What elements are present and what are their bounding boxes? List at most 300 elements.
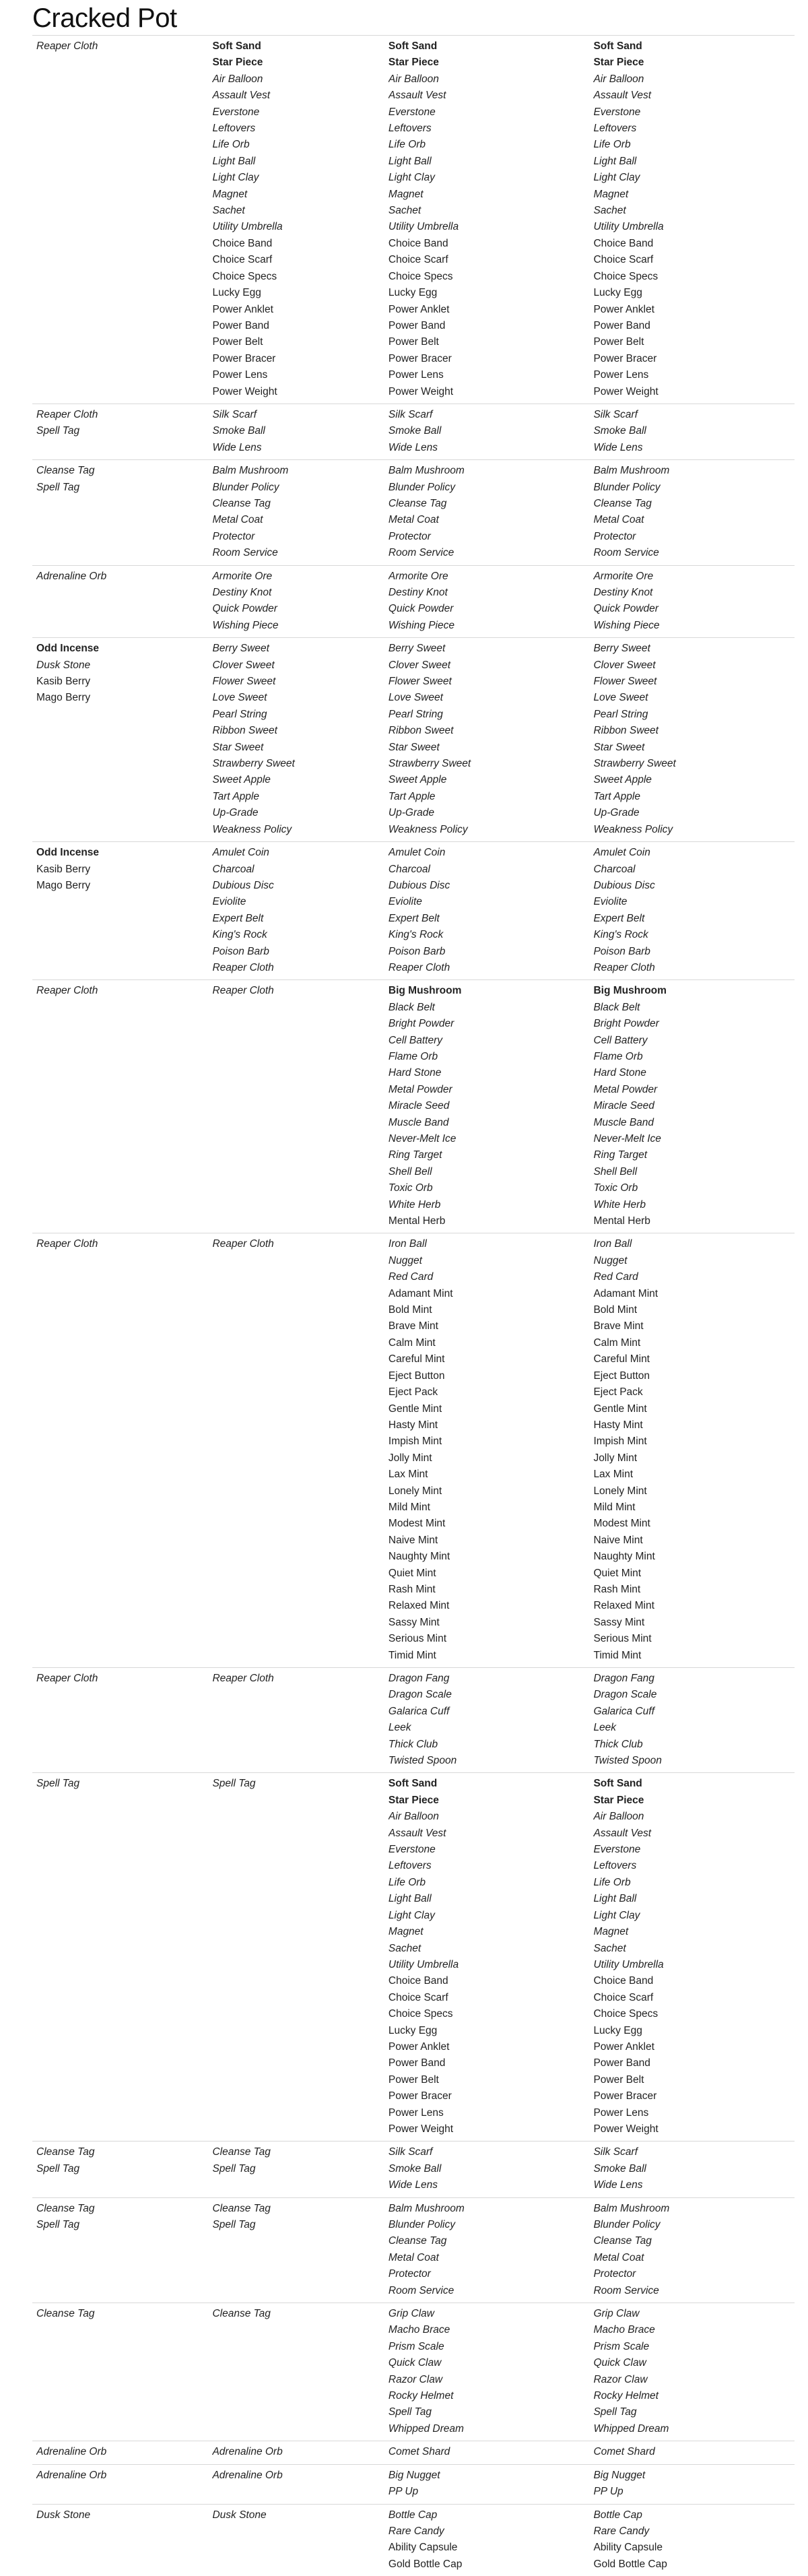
item-name: Spell Tag	[212, 1776, 378, 1792]
item-name: Iron Ball	[389, 1236, 584, 1252]
item-name: Protector	[389, 2266, 584, 2282]
item-name: Lonely Mint	[593, 1483, 789, 1500]
item-name: Cleanse Tag	[212, 2201, 378, 2217]
held-items-cell	[32, 842, 208, 980]
item-name: Room Service	[212, 545, 378, 561]
item-name: Flower Sweet	[212, 674, 378, 690]
item-name: Destiny Knot	[212, 585, 378, 601]
output-items-cell	[384, 1668, 590, 1773]
item-name: Mago Berry	[36, 690, 203, 706]
input-items-cell	[208, 36, 384, 404]
item-name: Hard Stone	[593, 1065, 789, 1081]
output-items-alt-cell	[589, 2197, 795, 2303]
table-row	[32, 2441, 795, 2464]
item-name: Smoke Ball	[212, 423, 378, 439]
item-name: Ribbon Sweet	[389, 723, 584, 739]
item-name: Muscle Band	[389, 1115, 584, 1131]
item-name: Shell Bell	[593, 1164, 789, 1180]
item-name: Light Clay	[593, 170, 789, 186]
item-name: Spell Tag	[36, 480, 203, 496]
item-name: Eject Pack	[593, 1384, 789, 1400]
item-name: Thick Club	[389, 1737, 584, 1753]
item-name: Cleanse Tag	[389, 496, 584, 512]
item-name: Gold Bottle Cap	[593, 2556, 789, 2573]
item-name: Naughty Mint	[389, 1549, 584, 1565]
item-name: Shell Bell	[389, 1164, 584, 1180]
item-name: Mild Mint	[389, 1500, 584, 1516]
item-name: Comet Shard	[593, 2444, 789, 2460]
item-name: Metal Coat	[212, 512, 378, 528]
item-name: Spell Tag	[389, 2404, 584, 2420]
item-name: Light Clay	[389, 170, 584, 186]
item-name: Lucky Egg	[593, 285, 789, 301]
item-name: Light Clay	[593, 1908, 789, 1924]
item-name: Rare Candy	[593, 2523, 789, 2540]
item-name: Utility Umbrella	[593, 1957, 789, 1973]
item-name: Leftovers	[389, 1858, 584, 1874]
item-name: Ring Target	[593, 1147, 789, 1163]
item-name: Balm Mushroom	[212, 463, 378, 479]
item-name: Cleanse Tag	[36, 2144, 203, 2160]
input-items-cell	[208, 980, 384, 1233]
item-name: Metal Coat	[389, 2250, 584, 2266]
item-name: Silk Scarf	[593, 407, 789, 423]
item-name: Razor Claw	[389, 2372, 584, 2388]
item-name: Light Clay	[389, 1908, 584, 1924]
item-name: Magnet	[389, 187, 584, 203]
item-name: Assault Vest	[212, 88, 378, 104]
item-name: Armorite Ore	[212, 569, 378, 585]
item-name: Assault Vest	[593, 88, 789, 104]
item-name: Kasib Berry	[36, 862, 203, 878]
item-name: Rash Mint	[593, 1582, 789, 1598]
item-name: Miracle Seed	[389, 1098, 584, 1114]
item-name: Tart Apple	[389, 789, 584, 805]
item-name: Utility Umbrella	[593, 219, 789, 235]
table-row	[32, 980, 795, 1233]
item-name: Choice Band	[389, 1973, 584, 1989]
item-table-body	[32, 36, 795, 2576]
item-name: Gentle Mint	[593, 1401, 789, 1417]
held-items-cell	[32, 2303, 208, 2441]
output-items-alt-cell	[589, 2504, 795, 2576]
item-name: Clover Sweet	[593, 657, 789, 674]
output-items-cell	[384, 2464, 590, 2504]
item-name: Quick Powder	[593, 601, 789, 617]
item-name: Power Anklet	[593, 302, 789, 318]
item-name: Reaper Cloth	[212, 1671, 378, 1687]
item-name: Berry Sweet	[389, 641, 584, 657]
output-items-alt-cell	[589, 1668, 795, 1773]
item-name: Twisted Spoon	[389, 1753, 584, 1769]
item-name: Strawberry Sweet	[389, 756, 584, 772]
item-name: Jolly Mint	[593, 1450, 789, 1467]
item-name: Amulet Coin	[212, 845, 378, 861]
item-name: Blunder Policy	[389, 480, 584, 496]
item-name: Wide Lens	[593, 440, 789, 456]
input-items-cell	[208, 2197, 384, 2303]
item-name: Big Nugget	[593, 2468, 789, 2484]
item-name: Power Belt	[212, 334, 378, 350]
item-name: Power Belt	[389, 334, 584, 350]
item-name: Destiny Knot	[593, 585, 789, 601]
item-name: Reaper Cloth	[212, 983, 378, 999]
item-name: Spell Tag	[36, 1776, 203, 1792]
output-items-cell	[384, 842, 590, 980]
item-name: Black Belt	[389, 1000, 584, 1016]
item-name: Choice Band	[212, 236, 378, 252]
item-name: Air Balloon	[212, 71, 378, 88]
item-name: Balm Mushroom	[389, 463, 584, 479]
item-name: Eject Pack	[389, 1384, 584, 1400]
item-name: Adrenaline Orb	[212, 2444, 378, 2460]
item-name: Wide Lens	[389, 2177, 584, 2193]
held-items-cell	[32, 2464, 208, 2504]
item-name: Choice Specs	[212, 269, 378, 285]
output-items-alt-cell	[589, 1773, 795, 2142]
item-name: Choice Specs	[389, 269, 584, 285]
item-name: Brave Mint	[593, 1318, 789, 1334]
item-name: Hasty Mint	[593, 1417, 789, 1434]
item-name: Adamant Mint	[389, 1286, 584, 1302]
item-name: Star Piece	[389, 55, 584, 71]
item-name: Spell Tag	[36, 2161, 203, 2177]
item-name: Power Band	[212, 318, 378, 334]
input-items-cell	[208, 565, 384, 638]
item-name: Power Bracer	[593, 351, 789, 367]
item-name: Ribbon Sweet	[212, 723, 378, 739]
item-name: Love Sweet	[593, 690, 789, 706]
input-items-cell	[208, 2441, 384, 2464]
item-name: Bold Mint	[389, 1302, 584, 1318]
item-name: Light Clay	[212, 170, 378, 186]
item-name: Sachet	[593, 203, 789, 219]
table-row	[32, 2464, 795, 2504]
item-name: PP Up	[389, 2484, 584, 2500]
item-name: Sachet	[389, 1941, 584, 1957]
output-items-cell	[384, 2197, 590, 2303]
item-name: Jolly Mint	[389, 1450, 584, 1467]
item-name: Quick Claw	[593, 2355, 789, 2371]
item-name: Grip Claw	[593, 2306, 789, 2322]
item-name: Light Ball	[593, 1891, 789, 1907]
item-name: Flame Orb	[389, 1049, 584, 1065]
output-items-alt-cell	[589, 638, 795, 842]
held-items-cell	[32, 36, 208, 404]
item-name: Hasty Mint	[389, 1417, 584, 1434]
item-name: Room Service	[389, 2283, 584, 2299]
item-name: Impish Mint	[593, 1434, 789, 1450]
item-name: Cell Battery	[389, 1033, 584, 1049]
table-row	[32, 404, 795, 459]
output-items-alt-cell	[589, 460, 795, 565]
item-name: Power Belt	[593, 334, 789, 350]
item-name: Power Lens	[593, 367, 789, 383]
item-name: Metal Coat	[593, 512, 789, 528]
item-name: Smoke Ball	[593, 2161, 789, 2177]
item-name: Choice Band	[389, 236, 584, 252]
item-name: Lucky Egg	[593, 2023, 789, 2039]
item-name: Bottle Cap	[593, 2507, 789, 2523]
item-name: PP Up	[593, 2484, 789, 2500]
item-name: Air Balloon	[389, 71, 584, 88]
item-name: Red Card	[593, 1269, 789, 1285]
item-name: Destiny Knot	[389, 585, 584, 601]
table-row	[32, 565, 795, 638]
item-name: Calm Mint	[593, 1335, 789, 1351]
item-name: Quick Claw	[389, 2355, 584, 2371]
item-name: Sassy Mint	[389, 1615, 584, 1631]
item-name: Dusk Stone	[212, 2507, 378, 2523]
output-items-alt-cell	[589, 404, 795, 459]
item-name: Weakness Policy	[212, 822, 378, 838]
item-name: Smoke Ball	[389, 423, 584, 439]
item-name: Air Balloon	[593, 71, 789, 88]
item-name: Adrenaline Orb	[36, 569, 203, 585]
item-name: Power Lens	[593, 2105, 789, 2121]
item-name: Blunder Policy	[389, 2217, 584, 2233]
item-name: Gold Bottle Cap	[389, 2556, 584, 2573]
item-name: Assault Vest	[389, 88, 584, 104]
output-items-cell	[384, 36, 590, 404]
item-name: Choice Band	[593, 236, 789, 252]
item-name: Weakness Policy	[593, 822, 789, 838]
item-name: Balm Mushroom	[593, 463, 789, 479]
item-name: Quiet Mint	[593, 1566, 789, 1582]
item-name: Choice Specs	[593, 269, 789, 285]
item-name: Tart Apple	[593, 789, 789, 805]
table-row	[32, 2197, 795, 2303]
item-name: Cleanse Tag	[212, 2144, 378, 2160]
held-items-cell	[32, 2441, 208, 2464]
item-name: Clover Sweet	[212, 657, 378, 674]
item-name: Power Bracer	[212, 351, 378, 367]
item-name: Power Bracer	[593, 2088, 789, 2104]
item-name: Nugget	[389, 1253, 584, 1269]
item-name: Magnet	[593, 1924, 789, 1940]
item-name: Power Belt	[389, 2072, 584, 2088]
item-name: Expert Belt	[212, 911, 378, 927]
item-name: Soft Sand	[389, 38, 584, 55]
table-row	[32, 460, 795, 565]
item-name: Metal Coat	[389, 512, 584, 528]
item-name: Everstone	[389, 104, 584, 121]
input-items-cell	[208, 2464, 384, 2504]
item-name: Berry Sweet	[212, 641, 378, 657]
item-name: Power Bracer	[389, 2088, 584, 2104]
item-name: Power Band	[389, 318, 584, 334]
output-items-cell	[384, 2303, 590, 2441]
item-name: Smoke Ball	[389, 2161, 584, 2177]
item-name: Bold Mint	[593, 1302, 789, 1318]
table-row	[32, 2142, 795, 2197]
item-name: Razor Claw	[593, 2372, 789, 2388]
item-name: Power Lens	[389, 367, 584, 383]
input-items-cell	[208, 2504, 384, 2576]
item-name: Careful Mint	[389, 1351, 584, 1367]
item-name: Everstone	[593, 1842, 789, 1858]
item-name: Star Sweet	[593, 740, 789, 756]
item-name: Power Weight	[593, 384, 789, 400]
item-name: Choice Band	[593, 1973, 789, 1989]
item-name: Quick Powder	[212, 601, 378, 617]
item-name: Light Ball	[389, 1891, 584, 1907]
table-row	[32, 842, 795, 980]
table-row	[32, 638, 795, 842]
output-items-alt-cell	[589, 2303, 795, 2441]
item-name: Eviolite	[212, 894, 378, 910]
item-name: Reaper Cloth	[36, 38, 203, 55]
item-name: Flame Orb	[593, 1049, 789, 1065]
item-name: Reaper Cloth	[389, 960, 584, 976]
item-name: Rash Mint	[389, 1582, 584, 1598]
input-items-cell	[208, 842, 384, 980]
item-name: King's Rock	[212, 927, 378, 943]
item-name: Wide Lens	[593, 2177, 789, 2193]
item-name: Life Orb	[593, 137, 789, 153]
item-name: Calm Mint	[389, 1335, 584, 1351]
table-row	[32, 2504, 795, 2576]
item-name: Adamant Mint	[593, 1286, 789, 1302]
held-items-cell	[32, 1668, 208, 1773]
item-name: Everstone	[593, 104, 789, 121]
output-items-alt-cell	[589, 1233, 795, 1668]
item-name: Prism Scale	[389, 2339, 584, 2355]
item-name: Metal Powder	[389, 1082, 584, 1098]
item-name: Wide Lens	[212, 440, 378, 456]
item-name: Naive Mint	[593, 1533, 789, 1549]
item-name: Reaper Cloth	[36, 407, 203, 423]
item-name: Sachet	[389, 203, 584, 219]
input-items-cell	[208, 1773, 384, 2142]
item-name: Soft Sand	[593, 38, 789, 55]
item-name: Galarica Cuff	[389, 1704, 584, 1720]
item-name: King's Rock	[389, 927, 584, 943]
item-name: Magnet	[389, 1924, 584, 1940]
item-name: Reaper Cloth	[36, 1671, 203, 1687]
item-name: Flower Sweet	[389, 674, 584, 690]
output-items-alt-cell	[589, 2441, 795, 2464]
held-items-cell	[32, 1233, 208, 1668]
item-name: Up-Grade	[593, 805, 789, 821]
item-name: Choice Specs	[389, 2006, 584, 2022]
item-name: Mago Berry	[36, 878, 203, 894]
held-items-cell	[32, 980, 208, 1233]
item-name: Relaxed Mint	[389, 1598, 584, 1614]
item-name: Hard Stone	[389, 1065, 584, 1081]
item-name: Balm Mushroom	[593, 2201, 789, 2217]
item-name: Amulet Coin	[389, 845, 584, 861]
item-name: Serious Mint	[593, 1631, 789, 1647]
item-name: Power Weight	[212, 384, 378, 400]
item-name: Dragon Fang	[389, 1671, 584, 1687]
held-items-cell	[32, 565, 208, 638]
item-name: Sachet	[593, 1941, 789, 1957]
item-name: Armorite Ore	[389, 569, 584, 585]
item-name: Modest Mint	[593, 1516, 789, 1532]
item-name: Red Card	[389, 1269, 584, 1285]
item-name: Kasib Berry	[36, 674, 203, 690]
item-name: Dragon Scale	[389, 1687, 584, 1703]
item-name: Soft Sand	[389, 1776, 584, 1792]
item-name: Air Balloon	[389, 1809, 584, 1825]
item-name: Rare Candy	[389, 2523, 584, 2540]
item-name: Smoke Ball	[593, 423, 789, 439]
output-items-alt-cell	[589, 842, 795, 980]
item-name: Reaper Cloth	[593, 960, 789, 976]
item-name: Cleanse Tag	[593, 2233, 789, 2249]
input-items-cell	[208, 404, 384, 459]
item-name: Power Weight	[593, 2121, 789, 2137]
item-name: Choice Scarf	[212, 252, 378, 268]
item-name: Cleanse Tag	[36, 2306, 203, 2322]
item-name: Mental Herb	[593, 1213, 789, 1229]
item-name: Leftovers	[593, 121, 789, 137]
item-name: Up-Grade	[389, 805, 584, 821]
output-items-cell	[384, 638, 590, 842]
item-name: Power Band	[389, 2055, 584, 2071]
output-items-alt-cell	[589, 2142, 795, 2197]
item-name: Silk Scarf	[593, 2144, 789, 2160]
item-name: Spell Tag	[212, 2161, 378, 2177]
item-name: Spell Tag	[36, 423, 203, 439]
item-name: Protector	[389, 529, 584, 545]
item-name: Miracle Seed	[593, 1098, 789, 1114]
item-name: White Herb	[593, 1197, 789, 1213]
item-name: Toxic Orb	[389, 1180, 584, 1196]
item-name: Love Sweet	[389, 690, 584, 706]
item-name: Silk Scarf	[389, 2144, 584, 2160]
item-name: Never-Melt Ice	[593, 1131, 789, 1147]
item-name: Sweet Apple	[212, 772, 378, 788]
table-row	[32, 36, 795, 404]
output-items-cell	[384, 460, 590, 565]
item-name: Lucky Egg	[389, 285, 584, 301]
item-name: Choice Scarf	[593, 1990, 789, 2006]
item-name: Amulet Coin	[593, 845, 789, 861]
item-name: Power Weight	[389, 384, 584, 400]
item-name: Naughty Mint	[593, 1549, 789, 1565]
item-name: Star Sweet	[389, 740, 584, 756]
item-name: Dubious Disc	[212, 878, 378, 894]
output-items-alt-cell	[589, 36, 795, 404]
item-name: Choice Specs	[593, 2006, 789, 2022]
item-table	[32, 35, 795, 2576]
item-name: Prism Scale	[593, 2339, 789, 2355]
item-name: Grip Claw	[389, 2306, 584, 2322]
item-name: Room Service	[593, 2283, 789, 2299]
item-name: Strawberry Sweet	[593, 756, 789, 772]
item-name: Cleanse Tag	[212, 2306, 378, 2322]
item-name: Sweet Apple	[593, 772, 789, 788]
output-items-cell	[384, 2441, 590, 2464]
item-name: Expert Belt	[593, 911, 789, 927]
item-name: Adrenaline Orb	[36, 2444, 203, 2460]
item-name: Power Weight	[389, 2121, 584, 2137]
item-name: Eviolite	[389, 894, 584, 910]
item-name: Adrenaline Orb	[36, 2468, 203, 2484]
item-name: Bright Powder	[389, 1016, 584, 1032]
item-name: Muscle Band	[593, 1115, 789, 1131]
held-items-cell	[32, 1773, 208, 2142]
item-name: Power Anklet	[212, 302, 378, 318]
item-name: Mental Herb	[389, 1213, 584, 1229]
item-name: Cleanse Tag	[593, 496, 789, 512]
table-row	[32, 1233, 795, 1668]
item-name: Light Ball	[212, 154, 378, 170]
item-name: Metal Powder	[593, 1082, 789, 1098]
item-name: Leftovers	[593, 1858, 789, 1874]
